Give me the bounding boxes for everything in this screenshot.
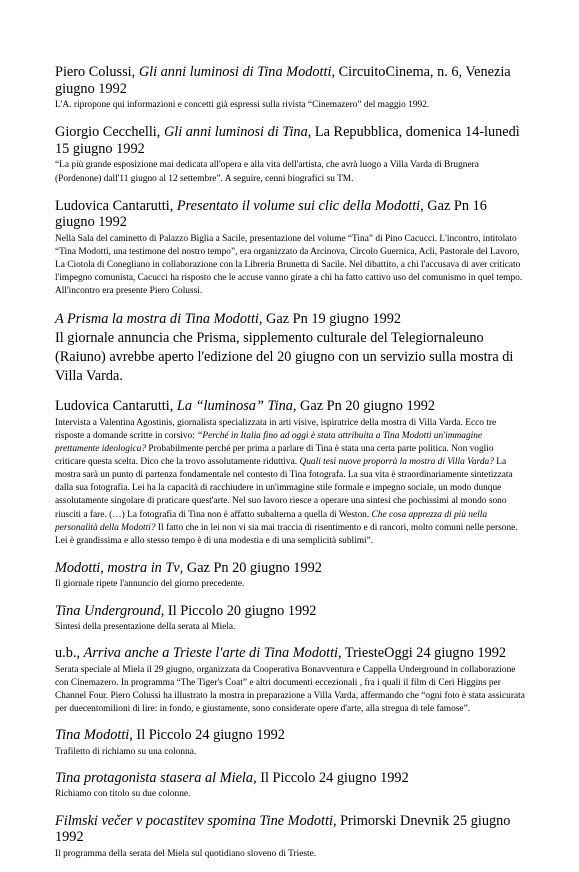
entry-source: , CircuitoCinema, n. 6, Venezia giugno 1992 (55, 64, 511, 97)
entry-heading (55, 198, 525, 231)
entry-description: Richiamo con titolo su due colonne. (55, 789, 191, 800)
interview-question: Che cosa apprezza di più nella personalità della Modotti? (55, 509, 488, 533)
entry-description: Nella Sala del caminetto di Palazzo Biglia a Sacile, presentazione del volume “Tina” di Pino Cacucci. L'incontro, intitolato “Tina Modotti, una testimone del nostro tempo”, era organizzato da Arcinova, Circolo Guernica, Acli, Pastorale del Lavoro, La Ciotola di Conegliano in collaborazione con la Libreria Brunetta di Sacile. Nel dibattito, a chi l'accusava di aver criticato l'impegno comunista, Cacucci ha risposto che le accuse vanno girate a chi ha fatto cattivo uso del comunismo in quel tempo. All'incontro era presente Piero Colussi. (55, 233, 523, 297)
description-text: Il fatto che in lei non vi sia mai traccia di risentimento e di rancori, molto comuni nelle persone. Lei è grandissima e allo stesso tempo è di una modestia e di una semplicità sublimi”. (55, 522, 518, 546)
entry-description: Trafiletto di richiamo su una colonna. (55, 746, 197, 757)
entry-title: La “luminosa” Tina (176, 398, 293, 415)
interview-question: Quali tesi nuove proporrà la mostra di Villa Varda? (299, 457, 494, 468)
entry-heading (55, 727, 525, 744)
entry-author: Piero Colussi, (55, 64, 139, 80)
entry-heading (55, 398, 525, 415)
entry-description: Il giornale ripete l'annuncio del giorno precedente. (55, 579, 245, 590)
bibliography-entry (55, 560, 525, 592)
entry-heading (55, 560, 525, 577)
entry-title: Filmski večer v pocastitev spomina Tine Modotti (55, 812, 333, 829)
bibliography-entry (55, 198, 525, 299)
entry-source: , Il Piccolo 24 giugno 1992 (129, 727, 285, 744)
entry-title: Tina Modotti (55, 727, 130, 744)
document-page (55, 64, 525, 872)
entry-source: , Gaz Pn 20 giugno 1992 (292, 398, 436, 415)
entry-title: Gli anni luminosi di Tina (163, 124, 308, 141)
entry-heading (55, 310, 525, 329)
entry-description: L'A. ripropone qui informazioni e concetti già espressi sulla rivista “Cinemazero” del maggio 1992. (55, 100, 430, 111)
entry-heading (55, 603, 525, 620)
entry-source: , Il Piccolo 20 giugno 1992 (160, 602, 317, 619)
entry-description: “La più grande esposizione mai dedicata all'opera e alla vita dell'artista, che avrà luogo a Villa Varda di Brugnera (Pordenone) dall'11 giugno al 12 settembre”. A seguire, cenni biografici su TM. (55, 160, 479, 184)
entry-heading (55, 124, 525, 157)
entry-heading (55, 770, 525, 787)
entry-title: Tina protagonista stasera al Miela (55, 769, 254, 786)
entry-title: Gli anni luminosi di Tina Modotti (138, 64, 332, 80)
entry-description (55, 417, 525, 548)
description-text: Intervista a Valentina Agostinis, giornalista specializzata in arti visive, ispiratrice della mostra di Villa Varda. Ecco tre risposte a domande scritte in corsivo: (55, 417, 497, 441)
bibliography-entry (55, 603, 525, 635)
bibliography-entry (55, 310, 525, 386)
entry-source: , Primorski Dnevnik 25 giugno 1992 (55, 812, 511, 846)
entry-title: Arriva anche a Trieste l'arte di Tina Modotti (83, 645, 339, 662)
entry-author: Giorgio Cecchelli, (55, 124, 164, 141)
entry-heading (55, 64, 525, 97)
entry-description: Il giornale annuncia che Prisma, sipplemento culturale del Telegiornaleuno (Raiuno) avrebbe aperto l'edizione del 20 giugno con un servizio sulla mostra di Villa Varda. (55, 330, 514, 385)
entry-title: Presentato il volume sui clic della Modotti (176, 197, 421, 214)
entry-source: , Gaz Pn 16 giugno 1992 (55, 197, 487, 231)
entry-source: , Il Piccolo 24 giugno 1992 (253, 769, 409, 786)
interview-question: “Perché in Italia fino ad oggi è stata attribuita a Tina Modotti un'immagine prettamente ideologica? (55, 431, 483, 455)
bibliography-entry (55, 124, 525, 185)
entry-source: , Gaz Pn 20 giugno 1992 (179, 559, 322, 576)
entry-author: Ludovica Cantarutti, (55, 197, 177, 214)
entry-author: u.b., (55, 645, 84, 662)
bibliography-entry (55, 813, 525, 861)
bibliography-entry (55, 645, 525, 716)
bibliography-entry (55, 770, 525, 802)
entry-description: Serata speciale al Miela il 29 giugno, organizzata da Cooperativa Bonavventura e Cappella Underground in collaborazione con Cinemazero. In programma “The Tiger's Coat” e altri documenti eccezionali , fra i quali il film di Ceri Higgins per Channel Four. Piero Colussi ha illustrato la mostra in preparazione a Villa Varda, affermando che “ogni foto è stata assicurata per duecentomilioni di lire: in fondo, e giustamente, sono considerate opere d'arte, alla stregua di tele famose”. (55, 664, 525, 715)
description-text: Probabilmente perché per prima a parlare di Tina è stata una certa parte politica. Non voglio criticare questa scelta. Dico che la trovo assolutamente riduttiva. (55, 444, 494, 468)
entry-description: Sintesi della presentazione della serata al Miela. (55, 622, 236, 633)
entry-title: Tina Underground (55, 602, 161, 619)
bibliography-entry (55, 64, 525, 112)
entry-heading (55, 813, 525, 846)
entry-source: , TriesteOggi 24 giugno 1992 (338, 645, 507, 662)
entry-author: Ludovica Cantarutti, (55, 398, 177, 415)
entry-heading (55, 645, 525, 662)
entry-source: , La Repubblica, domenica 14-lunedì 15 giugno 1992 (55, 124, 520, 157)
entry-title: Modotti, mostra in Tv (55, 559, 180, 576)
bibliography-entry (55, 727, 525, 759)
entry-source: , Gaz Pn 19 giugno 1992 (258, 311, 402, 328)
entry-title: A Prisma la mostra di Tina Modotti (55, 311, 259, 328)
description-text: La mostra sarà un punto di partenza fondamentale nel contesto di Tina fotografa. La sua vita è straordinariamente sintetizzata dalla sua fotografia. Lei ha la capacità di racchiudere in un'immagine stile formale e impegno sociale, un modo dunque assolutamente singolare di praticare quest'arte. Nel suo lavoro riesce a operare una sintesi che pochissimi al mondo sono riusciti a fare. (…) La fotografia di Tina non è affatto subalterna a quella di Weston. (55, 457, 513, 520)
bibliography-entry (55, 398, 525, 548)
entry-description: Il programma della serata del Miela sul quotidiano sloveno di Trieste. (55, 848, 317, 859)
